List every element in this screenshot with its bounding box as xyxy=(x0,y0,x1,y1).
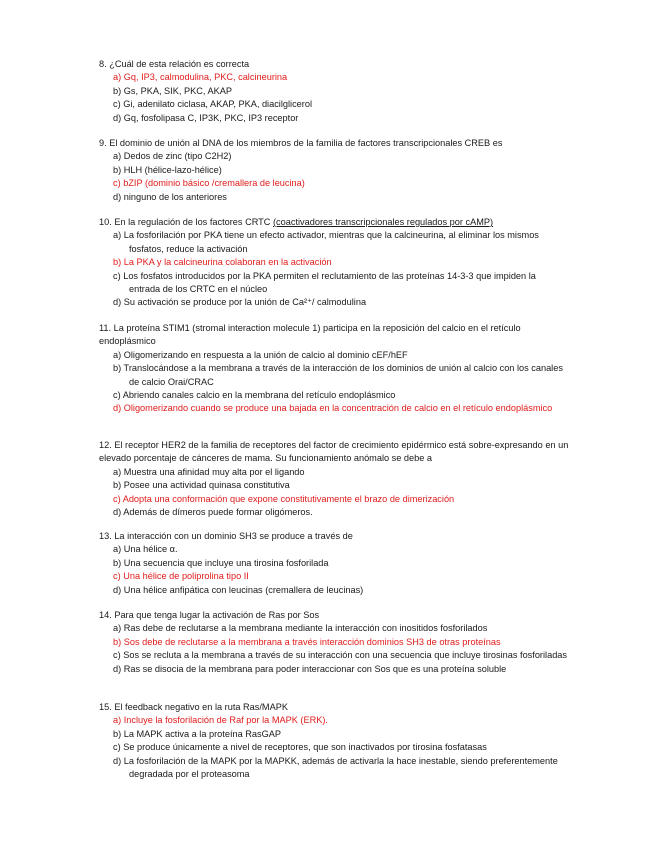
option: d) ninguno de los anteriores xyxy=(113,191,227,202)
question-stem: 14. Para que tenga lugar la activación de Ras por Sos xyxy=(99,610,320,620)
question-stem-text: 10. En la regulación de los factores CRTC xyxy=(99,217,273,227)
option-correct: a) Incluye la fosforilación de Raf por la MAPK (ERK). xyxy=(113,715,328,726)
option: b) Posee una actividad quinasa constitutiva xyxy=(113,480,290,491)
option: a) La fosforilación por PKA tiene un efecto activador, mientras que la calcineurina, al eliminar los mismos fosfatos, reduce la activación xyxy=(113,230,539,254)
option-correct: b) La PKA y la calcineurina colaboran en la activación xyxy=(113,257,332,268)
option: a) Ras debe de reclutarse a la membrana mediante la interacción con inositidos fosforilados xyxy=(113,623,488,634)
option: c) Abriendo canales calcio en la membrana del retículo endoplásmico xyxy=(113,390,396,401)
option: b) Gs, PKA, SIK, PKC, AKAP xyxy=(113,85,232,96)
option: b) Una secuencia que incluye una tirosina fosforilada xyxy=(113,557,329,568)
option-correct: b) Sos debe de reclutarse a la membrana a través interacción dominios SH3 de otras proteínas xyxy=(113,636,501,647)
question-stem: 15. El feedback negativo en la ruta Ras/MAPK xyxy=(99,702,288,712)
question-stem: 9. El dominio de unión al DNA de los miembros de la familia de factores transcripcionales CREB es xyxy=(99,138,503,148)
question-12 xyxy=(99,439,569,519)
question-stem: 12. El receptor HER2 de la familia de receptores del factor de crecimiento epidérmico está sobre-expresando en un elevado porcentaje de cánceres de mama. Su funcionamiento anómalo se debe a xyxy=(99,440,569,464)
option: d) La fosforilación de la MAPK por la MAPKK, además de activarla la hace inestable, siendo preferentemente degradada por el proteasoma xyxy=(113,755,558,780)
option: b) La MAPK activa a la proteína RasGAP xyxy=(113,728,282,739)
option: c) Los fosfatos introducidos por la PKA permiten el reclutamiento de las proteínas 14-3-3 que impiden la entrada de los CRTC en el núcleo xyxy=(113,270,536,295)
option: d) Además de dímeros puede formar oligómeros. xyxy=(113,507,313,518)
option: b) Translocándose a la membrana a través de la interacción de los dominios de unión al calcio con los canales de calcio Orai/CRAC xyxy=(113,363,563,387)
question-stem: 11. La proteína STIM1 (stromal interaction molecule 1) participa en la reposición del calcio en el retículo endoplásmico xyxy=(99,323,521,347)
option-correct: c) Una hélice de poliprolina tipo II xyxy=(113,571,249,582)
question-stem: 13. La interacción con un dominio SH3 se produce a través de xyxy=(99,531,353,541)
question-15 xyxy=(99,701,569,781)
question-8 xyxy=(99,58,569,125)
question-9 xyxy=(99,137,569,204)
question-stem xyxy=(99,216,569,229)
option-correct: a) Gq, IP3, calmodulina, PKC, calcineurina xyxy=(113,72,288,83)
option: a) Dedos de zinc (tipo C2H2) xyxy=(113,151,232,162)
option: d) Su activación se produce por la unión de Ca²⁺/ calmodulina xyxy=(113,297,367,308)
option-correct: c) Adopta una conformación que expone constitutivamente el brazo de dimerización xyxy=(113,493,455,504)
option: d) Una hélice anfipática con leucinas (cremallera de leucinas) xyxy=(113,584,364,595)
option: b) HLH (hélice-lazo-hélice) xyxy=(113,164,222,175)
option: c) Gi, adenilato ciclasa, AKAP, PKA, diacilglicerol xyxy=(113,99,312,110)
option: a) Muestra una afinidad muy alta por el ligando xyxy=(113,466,305,477)
question-13 xyxy=(99,530,569,597)
question-11 xyxy=(99,322,569,416)
option-correct: d) Oligomerizando cuando se produce una bajada en la concentración de calcio en el retículo endoplásmico xyxy=(113,403,553,414)
option: d) Ras se disocia de la membrana para poder interaccionar con Sos que es una proteína soluble xyxy=(113,663,507,674)
option-correct: c) bZIP (dominio básico /cremallera de leucina) xyxy=(113,178,305,189)
question-10 xyxy=(99,216,569,310)
option: c) Sos se recluta a la membrana a través de su interacción con una secuencia que incluye tirosinas fosforiladas xyxy=(113,650,568,661)
question-stem-underlined: (coactivadores transcripcionales regulados por cAMP) xyxy=(272,217,494,227)
option: c) Se produce únicamente a nivel de receptores, que son inactivados por tirosina fosfatasas xyxy=(113,742,487,753)
option: a) Una hélice α. xyxy=(113,544,178,555)
option: a) Oligomerizando en respuesta a la unión de calcio al dominio cEF/hEF xyxy=(113,349,408,360)
option: d) Gq, fosfolipasa C, IP3K, PKC, IP3 receptor xyxy=(113,112,299,123)
question-stem: 8. ¿Cuál de esta relación es correcta xyxy=(99,59,250,69)
question-14 xyxy=(99,609,569,676)
